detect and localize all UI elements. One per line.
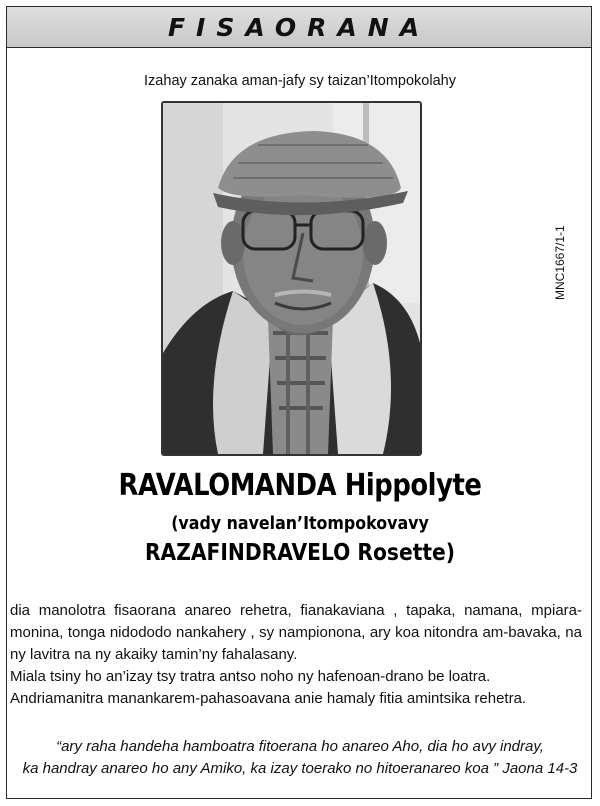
message-paragraph-1: dia manolotra fisaorana anareo rehetra, fianakaviana , tapaka, namana, mpiara-monina, tonga nidododo nankahery , sy nampionona, ary koa nitondra am-bavaka, na ny lavitra na ny akaiky tamin’ny fahalasany. — [10, 602, 582, 663]
quote-line-1: “ary raha handeha hamboatra fitoerana ho anareo Aho, dia ho avy indray, — [56, 738, 544, 755]
deceased-name: RAVALOMANDA Hippolyte — [118, 468, 482, 503]
intro-line: Izahay zanaka aman-jafy sy taizan’Itompokolahy — [144, 73, 456, 89]
thanks-message — [10, 600, 582, 710]
spouse-line-2: RAZAFINDRAVELO Rosette) — [144, 540, 456, 566]
portrait-photo — [161, 101, 422, 456]
bible-quote — [0, 736, 600, 780]
portrait-illustration — [163, 103, 420, 454]
message-paragraph-2: Miala tsiny ho an’izay tsy tratra antso noho ny hafenoan-drano be loatra. — [10, 668, 491, 685]
message-paragraph-3: Andriamanitra manankarem-pahasoavana anie hamaly fitia amintsika rehetra. — [10, 690, 527, 707]
banner-title: FISAORANA — [167, 12, 431, 42]
title-banner — [7, 7, 591, 48]
reference-code: MNC1667/1-1 — [553, 225, 567, 300]
spouse-line-1: (vady navelan’Itompokovavy — [171, 513, 429, 534]
quote-line-2: ka handray anareo ho any Amiko, ka izay toerako no hitoeranareo koa ” Jaona 14-3 — [22, 760, 578, 777]
